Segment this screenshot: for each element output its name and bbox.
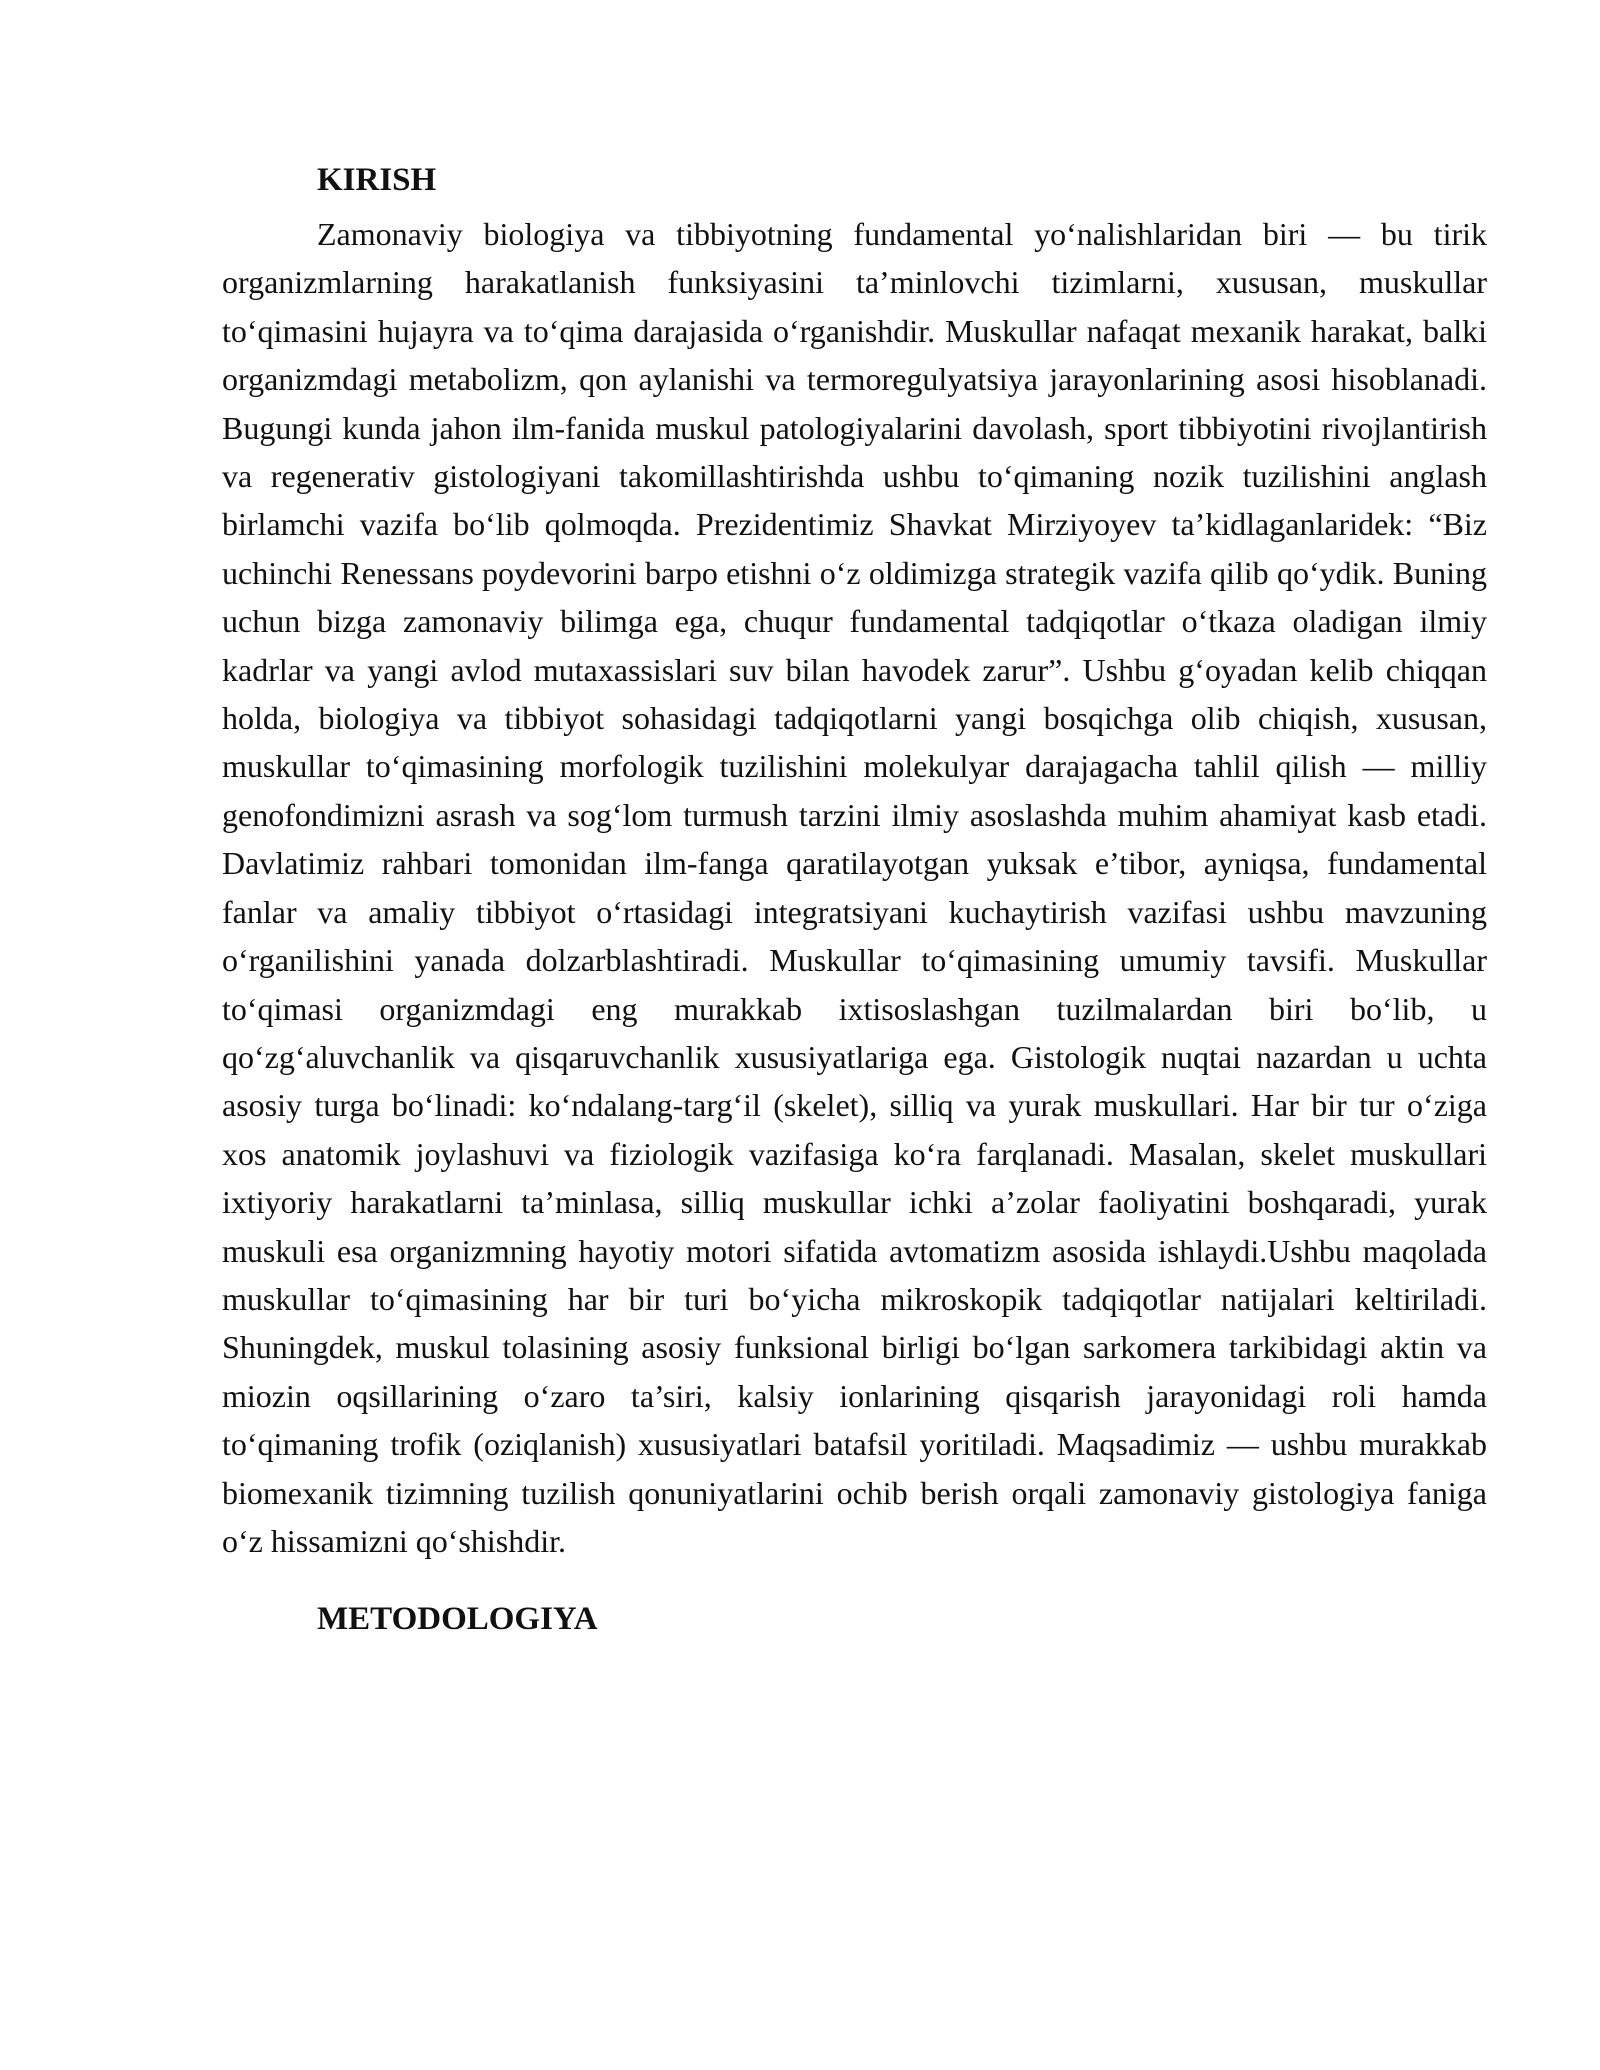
section-heading-methodology: METODOLOGIYA	[317, 1601, 598, 1638]
intro-paragraph: Zamonaviy biologiya va tibbiyotning fundamental yo‘nalishlaridan biri — bu tirik organizmlarning harakatlanish funksiyasini ta’minlovchi tizimlarni, xususan, muskullar to‘qimasini hujayra va to‘qima darajasida o‘rganishdir. Muskullar nafaqat mexanik harakat, balki organizmdagi metabolizm, qon aylanishi va termoregulyatsiya jarayonlarining asosi hisoblanadi. Bugungi kunda jahon ilm-fanida muskul patologiyalarini davolash, sport tibbiyotini rivojlantirish va regenerativ gistologiyani takomillashtirishda ushbu to‘qimaning nozik tuzilishini anglash birlamchi vazifa bo‘lib qolmoqda. Prezidentimiz Shavkat Mirziyoyev ta’kidlaganlaridek: “Biz uchinchi Renessans poydevorini barpo etishni o‘z oldimizga strategik vazifa qilib qo‘ydik. Buning uchun bizga zamonaviy bilimga ega, chuqur fundamental tadqiqotlar o‘tkaza oladigan ilmiy kadrlar va yangi avlod mutaxassislari suv bilan havodek zarur”. Ushbu g‘oyadan kelib chiqqan holda, biologiya va tibbiyot sohasidagi tadqiqotlarni yangi bosqichga olib chiqish, xususan, muskullar to‘qimasining morfologik tuzilishini molekulyar darajagacha tahlil qilish — milliy genofondimizni asrash va sog‘lom turmush tarzini ilmiy asoslashda muhim ahamiyat kasb etadi. Davlatimiz rahbari tomonidan ilm-fanga qaratilayotgan yuksak e’tibor, ayniqsa, fundamental fanlar va amaliy tibbiyot o‘rtasidagi integratsiyani kuchaytirish vazifasi ushbu mavzuning o‘rganilishini yanada dolzarblashtiradi. Muskullar to‘qimasining umumiy tavsifi. Muskullar to‘qimasi organizmdagi eng murakkab ixtisoslashgan tuzilmalardan biri bo‘lib, u qo‘zg‘aluvchanlik va qisqaruvchanlik xususiyatlariga ega. Gistologik nuqtai nazardan u uchta asosiy turga bo‘linadi: ko‘ndalang-targ‘il (skelet), silliq va yurak muskullari. Har bir tur o‘ziga xos anatomik joylashuvi va fiziologik vazifasiga ko‘ra farqlanadi. Masalan, skelet muskullari ixtiyoriy harakatlarni ta’minlasa, silliq muskullar ichki a’zolar faoliyatini boshqaradi, yurak muskuli esa organizmning hayotiy motori sifatida avtomatizm asosida ishlaydi.Ushbu maqolada muskullar to‘qimasining har bir turi bo‘yicha mikroskopik tadqiqotlar natijalari keltiriladi. Shuningdek, muskul tolasining asosiy funksional birligi bo‘lgan sarkomera tarkibidagi aktin va miozin oqsillarining o‘zaro ta’siri, kalsiy ionlarining qisqarish jarayonidagi roli hamda to‘qimaning trofik (oziqlanish) xususiyatlari batafsil yoritiladi. Maqsadimiz — ushbu murakkab biomexanik tizimning tuzilish qonuniyatlarini ochib berish orqali zamonaviy gistologiya faniga o‘z hissamizni qo‘shishdir.	[222, 216, 1487, 1559]
section-heading-intro: KIRISH	[317, 162, 437, 198]
document-body	[222, 160, 1487, 1649]
